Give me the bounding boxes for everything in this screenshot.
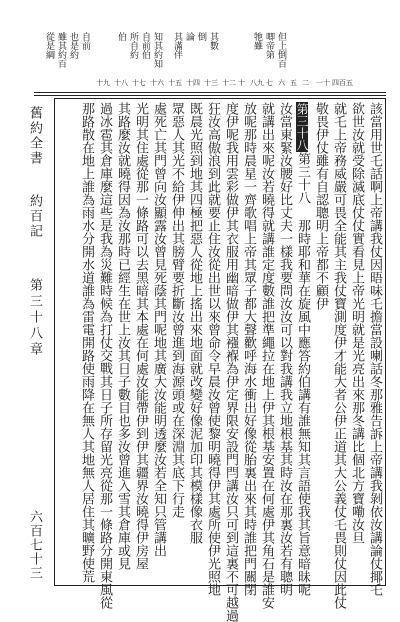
text-column: 處死亡其門曾向汝顯露汝曾見死蔭其門呢地其廣大汝能明透麼汝若全知只管講出 <box>151 102 166 557</box>
text-column: 既晨光照到地其四極把惡人從地上搖出來地面就改變好像泥加印其模樣像衣服 <box>187 102 202 544</box>
reference-number: 十六 <box>150 79 164 87</box>
reference-number: 十 <box>238 79 245 87</box>
note-column: 其滿伴 <box>172 32 182 59</box>
text-column <box>295 102 310 596</box>
reference-number: 十九 <box>96 79 110 87</box>
reference-number: 八九 <box>250 79 264 87</box>
reference-number: 四百五 <box>332 79 353 87</box>
book-name: 約百記 <box>27 194 42 239</box>
reference-number: 五 <box>290 79 297 87</box>
chapter-marker: 第三十八 <box>295 103 309 151</box>
note-column: 知其約知 <box>152 32 162 68</box>
reference-number: 十二 <box>222 79 236 87</box>
text-column: 就乇上帝務威嚴可畏全能其主我仗寶測度伊才能大者公伊正道其大公義仗乇畏則仗因此仗 <box>331 102 346 609</box>
note-column: 從是綱 <box>44 32 54 59</box>
text-column: 其路麼汝就曉得因為汝那時已經生在世上汝其日子數目也多汝曾進入雪其倉庫或見 <box>115 102 130 570</box>
book-title: 舊約全書 <box>27 106 42 166</box>
note-column: 但上倒百 <box>276 32 286 68</box>
text-column: 敬畏伊仗雖有自認聰明上帝都不顧伊 <box>313 102 328 310</box>
reference-number: 一十 <box>316 79 330 87</box>
note-column: 論 <box>184 32 194 41</box>
page <box>10 10 390 622</box>
text-column: 該當用世乇話啊上帝講我仗因晤味乇擔當設喇話冬那雅告訴上帝講我剝依汝講論仗揶乇 <box>367 102 382 596</box>
header-rule <box>34 92 386 93</box>
page-number: 六百七十三 <box>27 510 42 580</box>
text-column: 欲世汝就受除滅底仗仗實看見上帝光明就是光亮出來那冬講比個北方寶嘞汝旦 <box>349 102 364 544</box>
note-column: 雖其約百 <box>56 32 66 68</box>
reference-number: 七 <box>266 79 273 87</box>
reference-number: 六 <box>278 79 285 87</box>
note-column: 牠雖 <box>252 32 262 50</box>
chapter-label: 第三十八章 <box>27 278 42 358</box>
reference-number: 二 <box>302 79 309 87</box>
reference-number: 十四 <box>186 79 200 87</box>
note-column: 其數 <box>208 32 218 50</box>
header-rule <box>34 95 386 96</box>
text-column: 光明其住處從那一條路可以去黑暗其本處在何處汝能帶伊到伊其疆界汝曉得伊房屋 <box>133 102 148 570</box>
text-column: 狂汝高傲浪到此就要止住汝從出世以來曾命令早晨汝曾使黎明曉得伊其處所使伊光照地 <box>205 102 220 596</box>
text-column: 那路散在地上誰為雨水分開水道誰為雷電開路使雨降在無人其地無人居住其曠野使荒 <box>79 102 94 583</box>
reference-number: 十三 <box>204 79 218 87</box>
reference-number: 十五 <box>168 79 182 87</box>
text-column: 放呢那時晨星一齊歌唱上帝其眾子都大聲歡呼海水衝出好像從胎裏出來其時誰把門關閉 <box>241 102 256 596</box>
note-column: 所自約 <box>128 32 138 59</box>
note-column: 唧帝第 <box>264 32 274 59</box>
note-column: 伯 <box>116 32 126 41</box>
reference-number: 十七 <box>132 79 146 87</box>
note-column: 也是約 <box>68 32 78 59</box>
text-column: 度伊呢我用雲彩做伊其衣服用幽暗做伊其襁褓為伊定界限安設門閂講汝只可到這裏不可越過 <box>223 102 238 622</box>
note-column: 倒 <box>196 32 206 41</box>
note-column: 自前伯 <box>140 32 150 59</box>
text-column: 汝當東緊汝腰好比丈夫一樣我要問汝汝可以對我講我立地根基其時汝在那裏汝若有聰明 <box>277 102 292 596</box>
reference-number: 十八 <box>114 79 128 87</box>
text-column: 過冰雹其倉庫麼這些是我為災難時候為打仗交戰其日子所存留光亮從那一條路分開東風從 <box>97 102 112 609</box>
reference-row <box>70 78 370 90</box>
text-column: 就講出來呢汝若曉得就講誰定度數誰把準繩拉在地上伊其根基安置在何處伊其角石是誰安 <box>259 102 274 609</box>
note-column: 自前 <box>80 32 90 50</box>
text-column: 眾惡人其光不給伊伸出其膀臂要折斷汝曾進到海源頭或在深淵其底下行走 <box>169 102 184 518</box>
verse-text: 第三十八 那時耶和華在旋風中應答約伯講有誰無知其言語使我其旨意暗昧呢 <box>295 152 310 596</box>
